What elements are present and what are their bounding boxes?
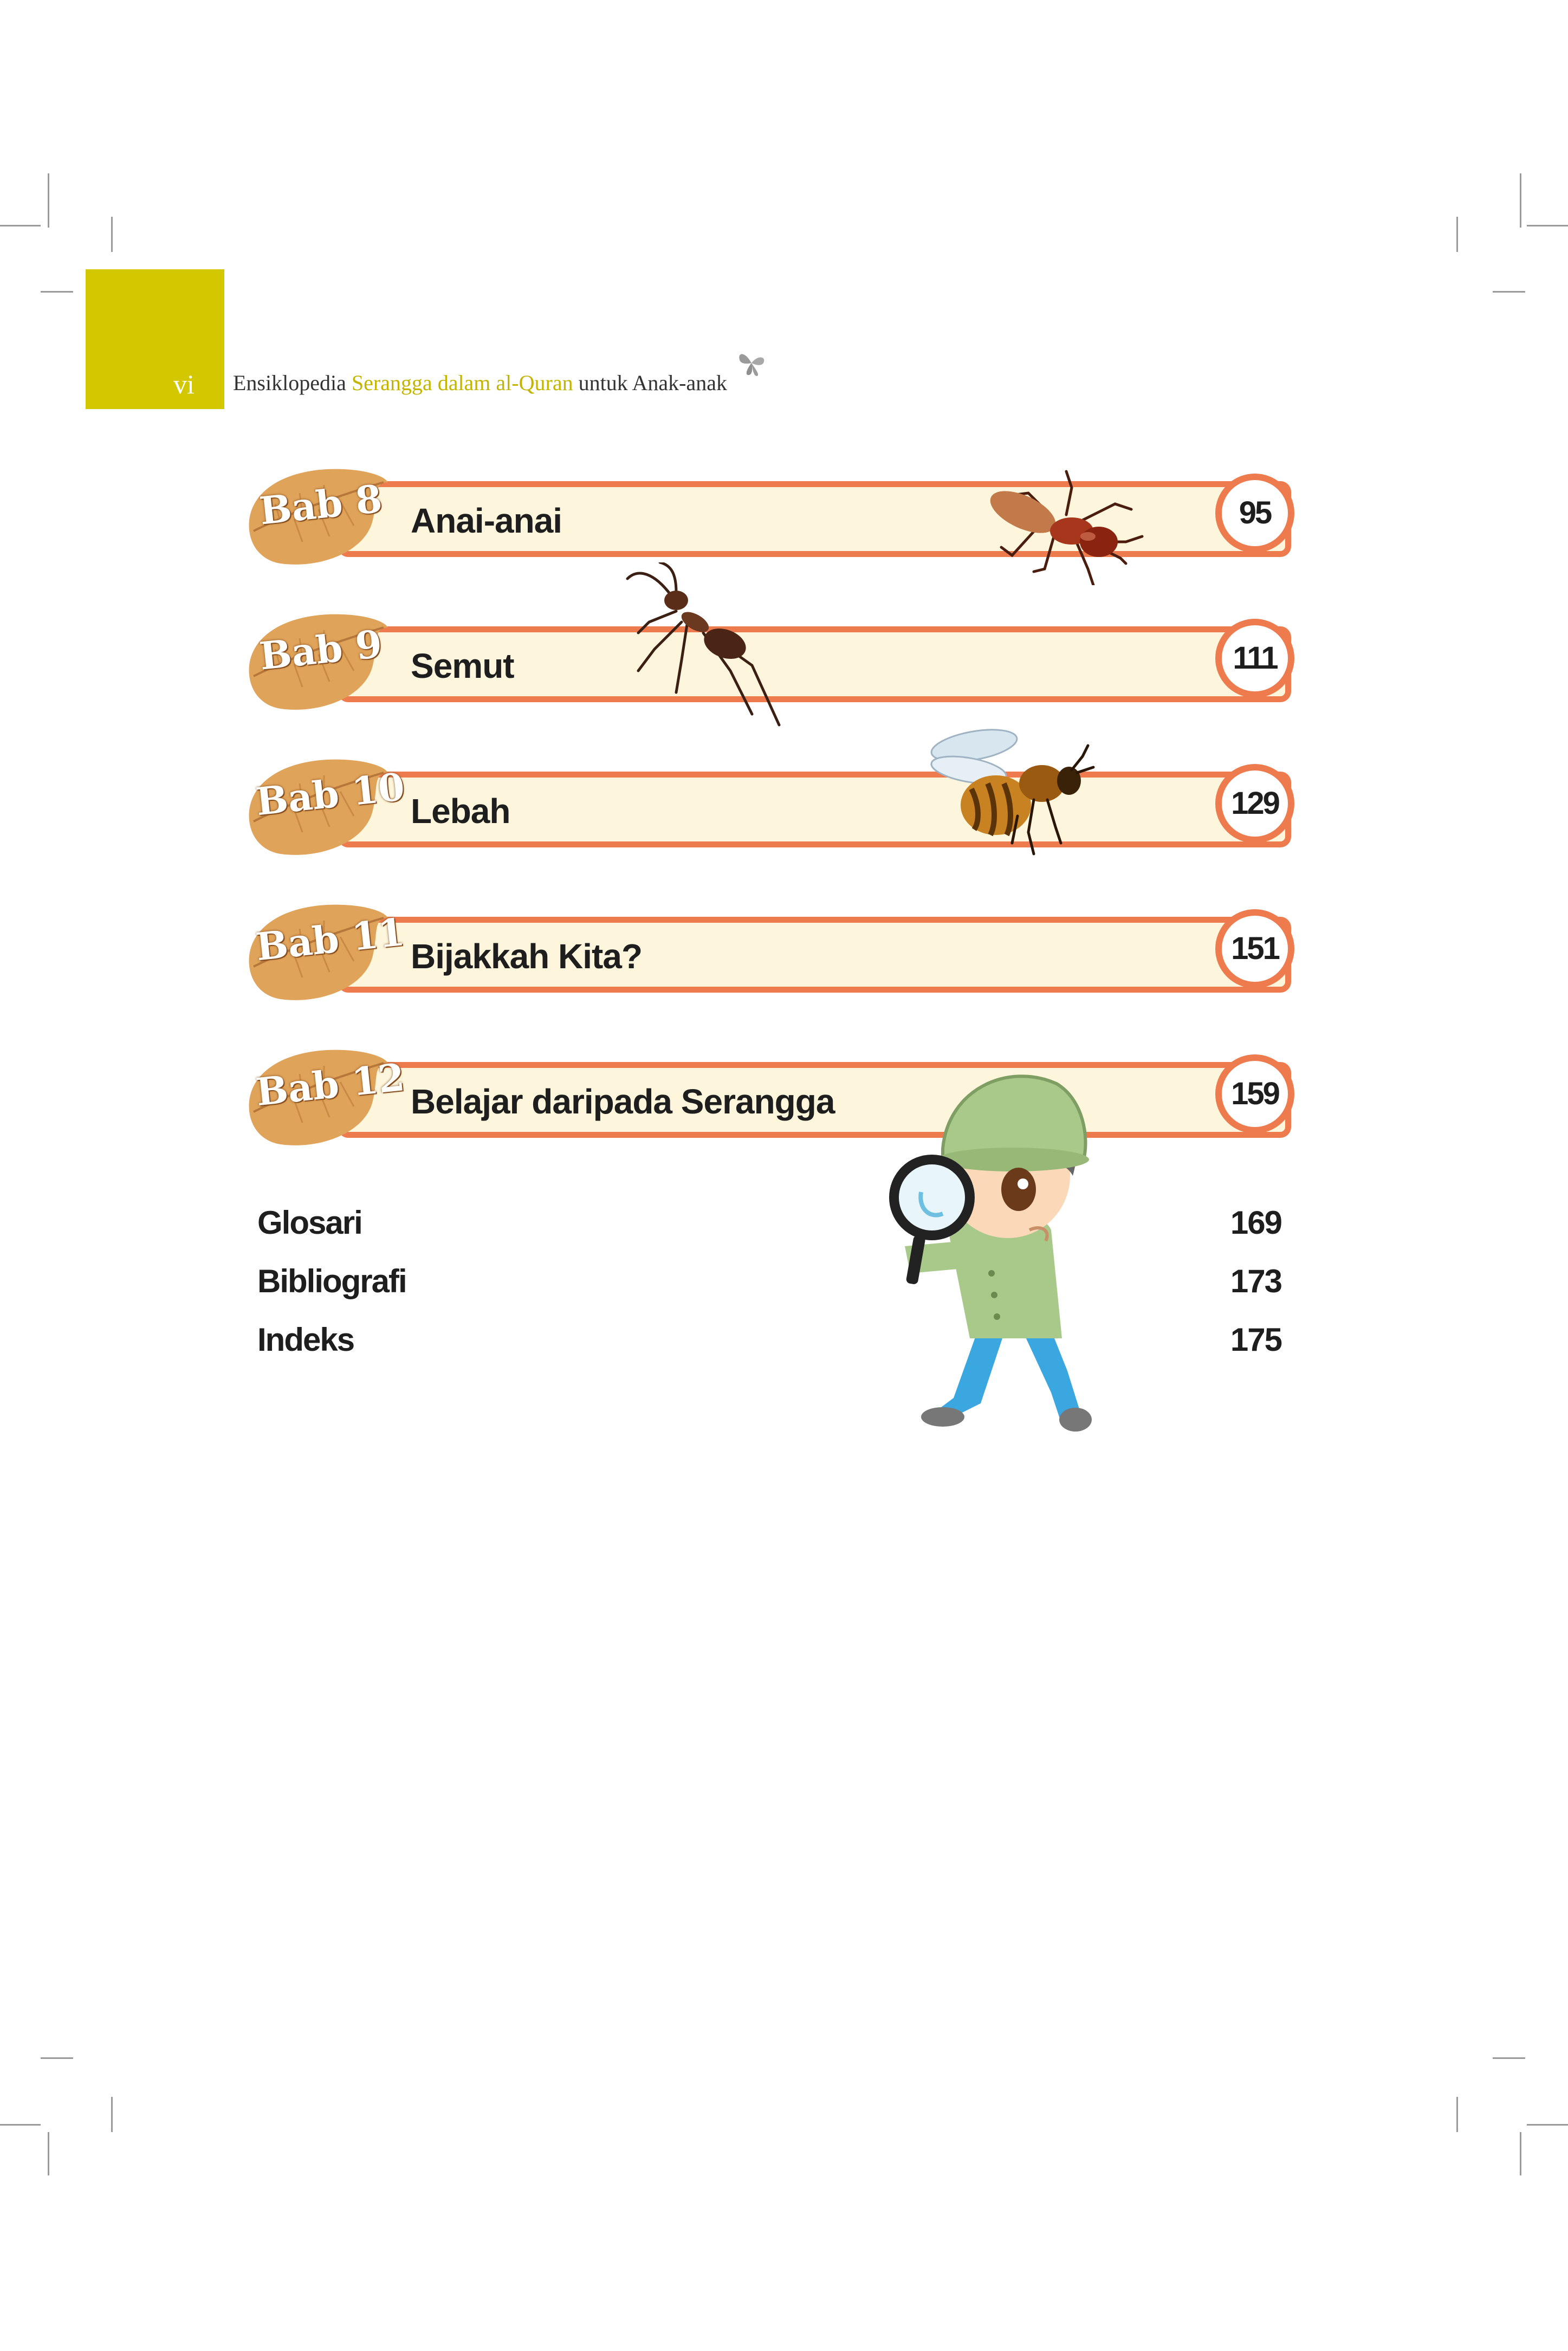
back-matter-page: 173 [1230,1263,1281,1299]
chapter-number: 11 [349,909,407,960]
crop-mark [111,217,113,252]
back-matter-page: 175 [1230,1322,1281,1358]
crop-mark [111,2097,113,2132]
butterfly-icon [735,347,768,379]
back-matter-label: Indeks [257,1322,354,1358]
crop-mark [1520,173,1521,228]
chapter-title: Belajar daripada Serangga [411,1082,835,1121]
crop-mark [41,2057,73,2059]
header-color-block [86,269,224,409]
bee-icon [925,724,1099,865]
explorer-mascot-icon [867,1067,1138,1447]
page-badge: 129 [1215,764,1294,843]
back-matter-page: 169 [1230,1204,1281,1241]
ant-icon [622,562,795,736]
termite-icon [963,461,1148,585]
chapter-row-10[interactable] [243,751,1299,859]
chapter-title: Bijakkah Kita? [411,937,643,976]
chapter-prefix: Bab [254,916,341,970]
page-number: vi [173,369,195,399]
chapter-number: 8 [353,476,384,524]
running-title [233,370,727,396]
crop-mark [1456,217,1458,252]
chapter-title: Semut [411,646,514,685]
page-badge: 111 [1215,619,1294,698]
chapter-title: Anai-anai [411,501,562,540]
crop-mark [1493,291,1525,293]
running-title-highlight: Serangga dalam al-Quran [351,371,573,395]
chapter-prefix: Bab [254,770,341,825]
crop-mark [1456,2097,1458,2132]
crop-mark [41,291,73,293]
page-badge: 95 [1215,474,1294,553]
chapter-prefix: Bab [257,480,345,534]
chapter-number: 9 [353,621,384,669]
page-badge: 159 [1215,1054,1294,1134]
running-title-start: Ensiklopedia [233,371,352,395]
back-matter-label: Glosari [257,1204,362,1241]
crop-mark [48,2132,49,2175]
chapter-row-8[interactable] [243,461,1299,569]
chapter-prefix: Bab [254,1061,341,1115]
crop-mark [1493,2057,1525,2059]
crop-mark [1527,2124,1568,2126]
chapter-row-12[interactable] [243,1041,1299,1150]
chapter-title: Lebah [411,792,510,831]
crop-mark [48,173,49,228]
chapter-row-11[interactable] [243,896,1299,1005]
crop-mark [0,2124,41,2126]
running-title-end: untuk Anak-anak [573,371,727,395]
chapter-number: 10 [349,763,407,814]
chapter-prefix: Bab [257,625,345,679]
page-badge: 151 [1215,909,1294,988]
crop-mark [1527,225,1568,226]
back-matter-label: Bibliografi [257,1263,406,1299]
crop-mark [1520,2132,1521,2175]
chapter-number: 12 [349,1054,407,1105]
crop-mark [0,225,41,226]
chapter-row-9[interactable] [243,606,1299,714]
